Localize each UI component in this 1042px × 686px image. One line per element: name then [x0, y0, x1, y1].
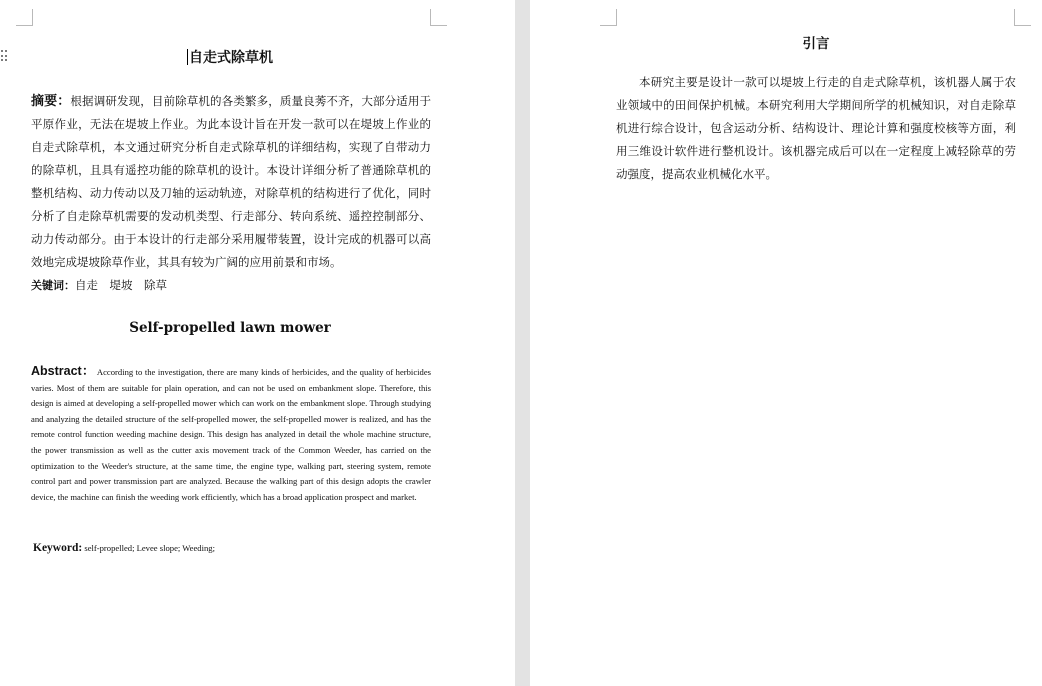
introduction-body[interactable]: 本研究主要是设计一款可以堤坡上行走的自走式除草机，该机器人属于农业领域中的田间保护机械。本研究利用大学期间所学的机械知识，对自走除草机进行综合设计，包含运动分析、结构设计、理论计算和强度校核等方面，利用三维设计软件进行整机设计。该机器完成后可以在一定程度上减轻除草的劳动强度，提高农业机械化水平。: [616, 75, 1016, 181]
crop-mark-top-left: [16, 9, 33, 26]
document-title[interactable]: [0, 47, 460, 67]
document-title-text: 自走式除草机: [189, 50, 273, 66]
document-page-right[interactable]: [530, 0, 1042, 686]
chinese-keywords-text: 自走 堤坡 除草: [75, 278, 167, 292]
text-cursor: [187, 49, 188, 65]
document-page-left[interactable]: [0, 0, 515, 686]
introduction-title[interactable]: 引言: [802, 36, 830, 52]
crop-mark-top-right: [430, 9, 447, 26]
english-title[interactable]: Self-propelled lawn mower: [129, 320, 331, 336]
crop-mark-top-left: [600, 9, 617, 26]
crop-mark-top-right: [1014, 9, 1031, 26]
english-abstract-text: According to the investigation, there are many kinds of herbicides, and the quality of herbicides varies. Most of them are suitable for plain operation, and can not be used on embankment slope. Therefore, this design is aimed at developing a self-propelled mower which can work on the embankment slope. Through studying and analyzing the detailed structure of the self-propelled mower, the self-propelled mower is realized, and has the remote control function weeding machine design. This design has analyzed in detail the whole machine structure, the power transmission as well as the cutter axis movement track of the Common Weeder, has carried on the optimization to the Weeder's structure, at the same time, the engine type, walking part, steering system, remote control part and power transmission part are analyzed. Because the walking part of this design adopts the crawler device, the machine can finish the weeding work efficiently, which has a broad application prospect and market.: [31, 367, 431, 502]
chinese-keywords-label: 关键词：: [31, 279, 75, 292]
chinese-abstract[interactable]: [31, 90, 431, 274]
chinese-keywords[interactable]: [31, 277, 431, 293]
chinese-abstract-label: 摘要：: [31, 94, 71, 109]
english-keywords-text: self-propelled; Levee slope; Weeding;: [84, 543, 215, 553]
english-abstract[interactable]: [31, 364, 431, 505]
chinese-abstract-text: 根据调研发现，目前除草机的各类繁多，质量良莠不齐，大部分适用于平原作业，无法在堤坡上作业。为此本设计旨在开发一款可以在堤坡上作业的自走式除草机，本文通过研究分析自走式除草机的详细结构，实现了自带动力的除草机，且具有遥控功能的除草机的设计。本设计详细分析了普通除草机的整机结构、动力传动以及刀轴的运动轨迹，对除草机的结构进行了优化，同时分析了自走除草机需要的发动机类型、行走部分、转向系统、遥控控制部分、动力传动部分。由于本设计的行走部分采用履带装置，设计完成的机器可以高效地完成堤坡除草作业，其具有较为广阔的应用前景和市场。: [31, 94, 431, 269]
english-abstract-label: Abstract：: [31, 364, 95, 378]
page-gutter: [515, 0, 530, 686]
english-keywords[interactable]: [33, 542, 433, 554]
english-keywords-label: Keyword:: [33, 542, 83, 554]
